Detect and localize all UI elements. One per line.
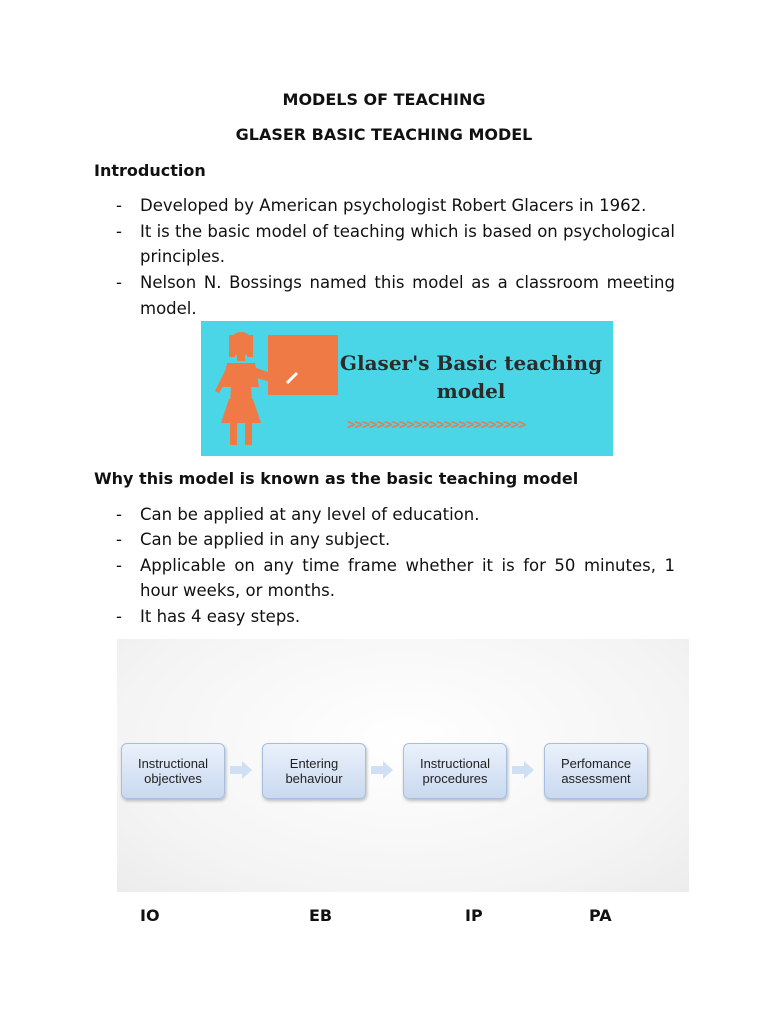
step-label: Instructional: [137, 756, 209, 771]
intro-point-2-line2: principles.: [140, 247, 226, 266]
step-entering-behaviour: [262, 743, 366, 799]
bullet-dash: -: [116, 222, 122, 241]
banner-title-line1: Glaser's Basic teaching: [339, 351, 603, 375]
intro-heading: Introduction: [94, 161, 206, 180]
right-arrow-icon: [230, 760, 252, 780]
step-label: Entering: [289, 756, 339, 771]
why-heading: Why this model is known as the basic teaching model: [94, 469, 579, 488]
abbreviation-ip: IP: [465, 906, 483, 925]
right-arrow-icon: [512, 760, 534, 780]
intro-point-3-line2: model.: [140, 299, 197, 318]
bullet-dash: -: [116, 556, 122, 575]
intro-point-2-line1: It is the basic model of teaching which is based on psychological: [140, 222, 675, 241]
chevron-decoration: >>>>>>>>>>>>>>>>>>>>>>>>: [347, 417, 526, 433]
document-subtitle: GLASER BASIC TEACHING MODEL: [235, 125, 533, 144]
banner-title: [336, 349, 606, 405]
abbreviation-pa: PA: [589, 906, 612, 925]
bullet-dash: -: [116, 505, 122, 524]
why-point-3-line2: hour weeks, or months.: [140, 581, 335, 600]
abbreviation-eb: EB: [309, 906, 333, 925]
bullet-dash: -: [116, 607, 122, 626]
intro-point-3-line1: Nelson N. Bossings named this model as a classroom meeting: [140, 273, 675, 292]
step-label: Instructional: [419, 756, 491, 771]
banner-image: [201, 321, 613, 456]
banner-title-line2: model: [436, 379, 506, 403]
why-point-4: It has 4 easy steps.: [140, 607, 301, 626]
intro-point-1: Developed by American psychologist Robert Glacers in 1962.: [140, 196, 647, 215]
step-instructional-procedures: [403, 743, 507, 799]
bullet-dash: -: [116, 196, 122, 215]
abbreviation-io: IO: [140, 906, 160, 925]
step-performance-assessment: [544, 743, 648, 799]
step-instructional-objectives: [121, 743, 225, 799]
why-point-3-line1: Applicable on any time frame whether it is for 50 minutes, 1: [140, 556, 675, 575]
step-label: Perfomance: [560, 756, 632, 771]
step-label: assessment: [561, 771, 631, 786]
process-diagram: [117, 639, 689, 892]
right-arrow-icon: [371, 760, 393, 780]
step-label: procedures: [422, 771, 488, 786]
step-label: behaviour: [285, 771, 343, 786]
step-label: objectives: [144, 771, 202, 786]
why-point-2: Can be applied in any subject.: [140, 530, 391, 549]
bullet-dash: -: [116, 273, 122, 292]
bullet-dash: -: [116, 530, 122, 549]
why-point-1: Can be applied at any level of education.: [140, 505, 480, 524]
document-title: MODELS OF TEACHING: [282, 90, 486, 109]
